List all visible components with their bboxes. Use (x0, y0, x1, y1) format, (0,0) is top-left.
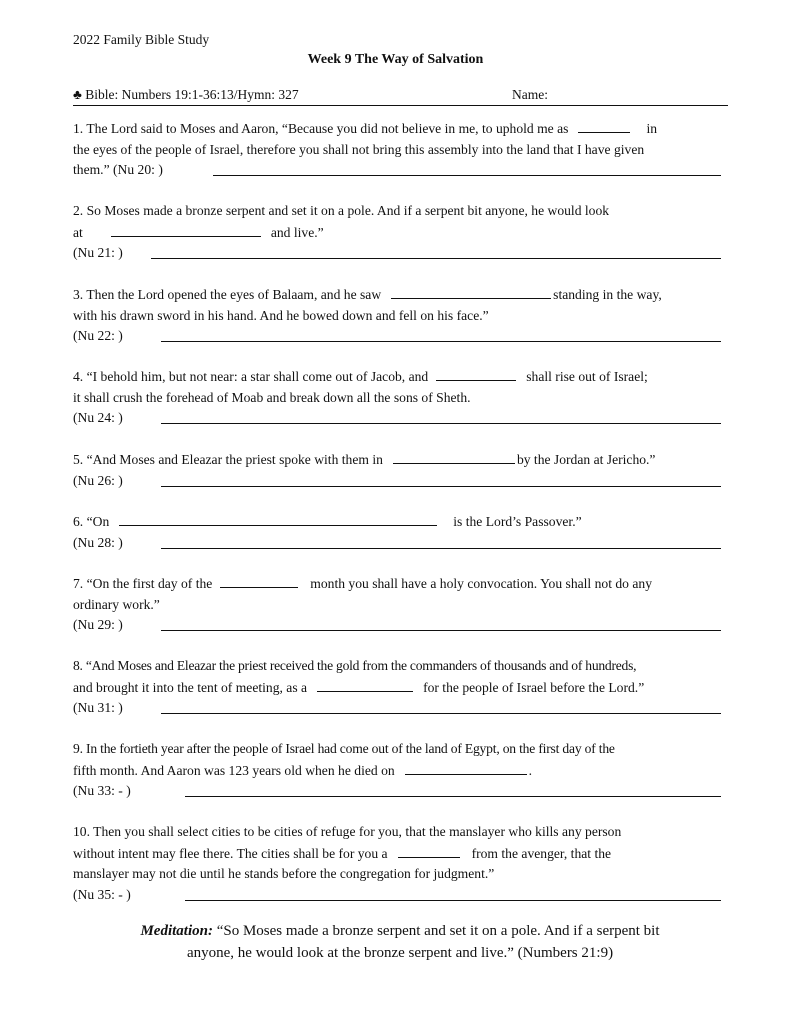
answer-line[interactable] (213, 175, 721, 176)
answer-blank[interactable] (220, 573, 298, 588)
series-title: 2022 Family Bible Study (73, 32, 210, 47)
answer-blank[interactable] (317, 677, 413, 692)
question-text: from the avenger, that the (471, 845, 612, 861)
question-text: 10. Then you shall select cities to be cities of refuge for you, that the manslayer who kills any person (73, 824, 622, 839)
question-text: fifth month. And Aaron was 123 years old when he died on (73, 762, 395, 778)
answer-blank[interactable] (391, 284, 551, 299)
question-text: standing in the way, (553, 287, 662, 302)
answer-blank[interactable] (578, 118, 630, 133)
question-text: shall rise out of Israel; (526, 369, 648, 384)
question-text: and live.” (270, 224, 324, 240)
question-text: . (528, 762, 533, 778)
reference-label: (Nu 28: ) (73, 534, 123, 550)
answer-blank[interactable] (393, 449, 515, 464)
answer-line[interactable] (185, 796, 721, 797)
question-text: 9. In the fortieth year after the people of Israel had come out of the land of Egypt, on the first day of the (73, 741, 615, 756)
question-7 (73, 573, 721, 635)
reference-label: (Nu 35: - ) (73, 886, 131, 902)
reference-label: (Nu 29: ) (73, 617, 123, 632)
question-text: by the Jordan at Jericho.” (516, 452, 656, 467)
page-title: Week 9 The Way of Salvation (307, 52, 484, 67)
question-text: 8. “And Moses and Eleazar the priest received the gold from the commanders of thousands and of hundreds, (73, 658, 637, 673)
question-text: 7. “On the first day of the (73, 576, 213, 591)
answer-line[interactable] (185, 900, 721, 901)
question-text: and brought it into the tent of meeting, as a (73, 679, 308, 695)
reference-label: (Nu 31: ) (73, 700, 123, 715)
question-2 (73, 201, 721, 263)
bible-reading-label: ♣ Bible: Numbers 19:1-36:13/Hymn: 327 (73, 87, 299, 102)
question-text: 4. “I behold him, but not near: a star shall come out of Jacob, and (73, 369, 429, 384)
answer-blank[interactable] (111, 222, 261, 237)
meditation-label: Meditation: (140, 923, 213, 939)
reference-label: them.” (Nu 20: ) (73, 162, 163, 177)
question-1 (73, 118, 721, 180)
question-text: in (646, 121, 658, 136)
reference-label: (Nu 26: ) (73, 472, 123, 488)
question-text: 1. The Lord said to Moses and Aaron, “Because you did not believe in me, to uphold me as (73, 121, 569, 136)
reference-label: (Nu 24: ) (73, 410, 123, 425)
meditation-text: “So Moses made a bronze serpent and set it on a pole. And if a serpent bit (212, 923, 660, 939)
question-text: is the Lord’s Passover.” (453, 514, 582, 529)
name-label: Name: (512, 87, 548, 102)
question-10 (73, 822, 721, 905)
question-text: at (73, 224, 83, 240)
question-text: it shall crush the forehead of Moab and break down all the sons of Sheth. (73, 389, 471, 405)
meditation-text: anyone, he would look at the bronze serpent and live.” (Numbers 21:9) (186, 945, 614, 961)
reference-label: (Nu 22: ) (73, 328, 123, 343)
answer-line[interactable] (161, 548, 721, 549)
meditation-verse (90, 920, 710, 964)
answer-blank[interactable] (436, 366, 516, 381)
question-text: the eyes of the people of Israel, therefore you shall not bring this assembly into the land that I have given (73, 141, 645, 157)
question-text: 5. “And Moses and Eleazar the priest spoke with them in (73, 452, 383, 467)
question-text: manslayer may not die until he stands before the congregation for judgment.” (73, 866, 495, 881)
question-8 (73, 656, 721, 718)
question-text: month you shall have a holy convocation. You shall not do any (310, 576, 652, 591)
bible-reading-line (73, 87, 728, 106)
answer-blank[interactable] (398, 843, 460, 858)
answer-line[interactable] (161, 341, 721, 342)
question-text: 2. So Moses made a bronze serpent and set it on a pole. And if a serpent bit anyone, he would look (73, 203, 610, 218)
question-text: for the people of Israel before the Lord.” (423, 679, 645, 695)
question-text: ordinary work.” (73, 596, 160, 612)
question-text: 6. “On (73, 514, 110, 529)
reference-label: (Nu 21: ) (73, 245, 123, 260)
answer-blank[interactable] (405, 760, 527, 775)
question-3 (73, 284, 721, 346)
answer-line[interactable] (151, 258, 721, 259)
reference-label: (Nu 33: - ) (73, 783, 131, 798)
question-text: with his drawn sword in his hand. And he bowed down and fell on his face.” (73, 307, 489, 323)
answer-line[interactable] (161, 486, 721, 487)
question-9 (73, 739, 721, 801)
question-4 (73, 366, 721, 428)
answer-blank[interactable] (119, 511, 437, 526)
question-text: without intent may flee there. The cities shall be for you a (73, 845, 388, 861)
question-6 (73, 511, 721, 553)
answer-line[interactable] (161, 713, 721, 714)
question-text: 3. Then the Lord opened the eyes of Balaam, and he saw (73, 287, 382, 302)
answer-line[interactable] (161, 630, 721, 631)
answer-line[interactable] (161, 423, 721, 424)
question-5 (73, 449, 721, 491)
